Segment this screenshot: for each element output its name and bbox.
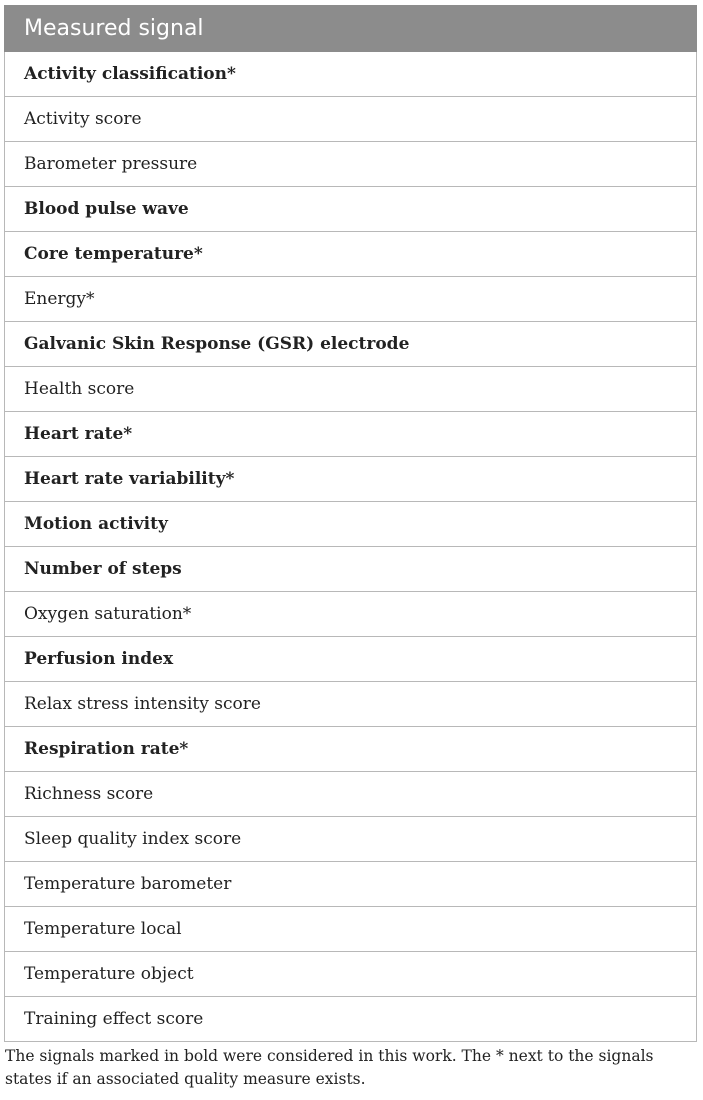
- signal-cell: Motion activity: [5, 502, 697, 547]
- signal-cell: Number of steps: [5, 547, 697, 592]
- table-row: [5, 862, 697, 907]
- table-row: [5, 592, 697, 637]
- table-row: [5, 187, 697, 232]
- signal-cell: Heart rate*: [5, 412, 697, 457]
- table-row: [5, 412, 697, 457]
- table-row: [5, 52, 697, 97]
- table-row: [5, 952, 697, 997]
- signal-cell: Temperature object: [5, 952, 697, 997]
- signal-cell: Perfusion index: [5, 637, 697, 682]
- table-row: [5, 682, 697, 727]
- signal-cell: Activity score: [5, 97, 697, 142]
- signal-cell: Relax stress intensity score: [5, 682, 697, 727]
- signal-cell: Training effect score: [5, 997, 697, 1042]
- table-row: [5, 322, 697, 367]
- table-row: [5, 232, 697, 277]
- signals-table-container: [4, 5, 697, 1042]
- table-row: [5, 772, 697, 817]
- signal-cell: Activity classification*: [5, 52, 697, 97]
- table-header-row: [5, 6, 697, 52]
- table-row: [5, 997, 697, 1042]
- table-body: [5, 52, 697, 1042]
- signal-cell: Sleep quality index score: [5, 817, 697, 862]
- table-footnote: The signals marked in bold were considered in this work. The * next to the signals states if an associated quality measure exists.: [5, 1047, 654, 1088]
- table-row: [5, 97, 697, 142]
- signal-cell: Temperature barometer: [5, 862, 697, 907]
- table-row: [5, 142, 697, 187]
- table-row: [5, 547, 697, 592]
- column-header-measured-signal: Measured signal: [5, 6, 697, 52]
- signals-table: [4, 5, 697, 1042]
- table-row: [5, 457, 697, 502]
- table-row: [5, 502, 697, 547]
- signal-cell: Respiration rate*: [5, 727, 697, 772]
- signal-cell: Health score: [5, 367, 697, 412]
- table-row: [5, 817, 697, 862]
- table-row: [5, 907, 697, 952]
- signal-cell: Core temperature*: [5, 232, 697, 277]
- signal-cell: Energy*: [5, 277, 697, 322]
- signal-cell: Oxygen saturation*: [5, 592, 697, 637]
- table-row: [5, 277, 697, 322]
- table-row: [5, 367, 697, 412]
- signal-cell: Heart rate variability*: [5, 457, 697, 502]
- signal-cell: Barometer pressure: [5, 142, 697, 187]
- table-row: [5, 637, 697, 682]
- signal-cell: Richness score: [5, 772, 697, 817]
- signal-cell: Galvanic Skin Response (GSR) electrode: [5, 322, 697, 367]
- table-row: [5, 727, 697, 772]
- signal-cell: Temperature local: [5, 907, 697, 952]
- signal-cell: Blood pulse wave: [5, 187, 697, 232]
